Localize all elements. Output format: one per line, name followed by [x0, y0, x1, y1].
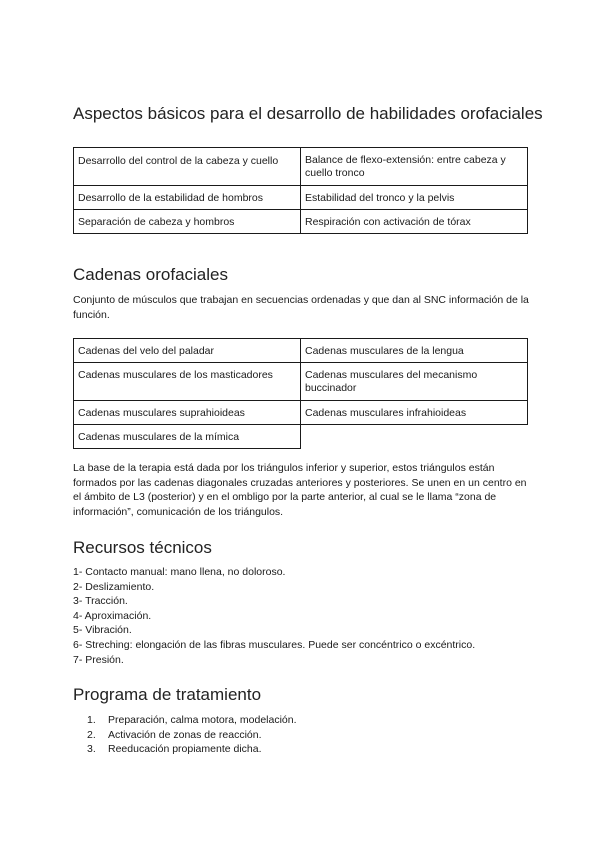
table-cell: Cadenas musculares del mecanismo buccinador: [301, 363, 528, 401]
list-item: 1- Contacto manual: mano llena, no doloroso.: [73, 566, 286, 578]
cadenas-intro: Conjunto de músculos que trabajan en secuencias ordenadas y que dan al SNC información de la función.: [73, 294, 529, 321]
table-cell: Balance de flexo-extensión: entre cabeza y cuello tronco: [301, 148, 528, 186]
table-cell: Cadenas del velo del paladar: [74, 339, 301, 363]
list-text: Activación de zonas de reacción.: [108, 728, 262, 741]
table-cell: Cadenas musculares de la mímica: [74, 425, 301, 449]
table-cell-empty: [301, 425, 528, 449]
habilidades-table: [73, 147, 528, 234]
section-title-cadenas: Cadenas orofaciales: [73, 265, 228, 284]
table-cell: Desarrollo de la estabilidad de hombros: [74, 186, 301, 210]
table-row: [74, 148, 528, 186]
list-number: 3.: [87, 743, 96, 756]
list-number: 2.: [87, 728, 96, 741]
table-cell: Respiración con activación de tórax: [301, 210, 528, 234]
table-row: [74, 339, 528, 363]
table-cell: Separación de cabeza y hombros: [74, 210, 301, 234]
table-cell: Desarrollo del control de la cabeza y cuello: [74, 148, 301, 186]
list-item: [87, 728, 297, 743]
section-title-aspectos: Aspectos básicos para el desarrollo de habilidades orofaciales: [73, 104, 543, 123]
table-cell: Cadenas musculares suprahioideas: [74, 401, 301, 425]
list-item: 5- Vibración.: [73, 624, 132, 637]
table-row: [74, 425, 528, 449]
table-row: [74, 363, 528, 401]
list-item: 7- Presión.: [73, 653, 124, 666]
list-item: [87, 713, 297, 728]
table-row: [74, 186, 528, 210]
list-item: 2- Deslizamiento.: [73, 580, 155, 593]
table-cell: Cadenas musculares de la lengua: [301, 339, 528, 363]
list-number: 1.: [87, 714, 96, 726]
cadenas-paragraph: La base de la terapia está dada por los triángulos inferior y superior, estos triángulos están formados por las cadenas diagonales cruzadas anteriores y posteriores. Se unen en un centro en el ámbito de L3 (posterior) y en el ombligo por la parte anterior, al cual se le llama “zona de información”, comunicación de los triángulos.: [73, 462, 527, 518]
table-row: [74, 401, 528, 425]
list-text: Reeducación propiamente dicha.: [108, 743, 262, 756]
list-item: 4- Aproximación.: [73, 609, 152, 622]
table-cell: Estabilidad del tronco y la pelvis: [301, 186, 528, 210]
section-title-programa: Programa de tratamiento: [73, 685, 262, 704]
table-cell: Cadenas musculares infrahioideas: [301, 401, 528, 425]
table-row: [74, 210, 528, 234]
list-item: 3- Tracción.: [73, 595, 128, 608]
programa-list: [87, 713, 297, 757]
table-cell: Cadenas musculares de los masticadores: [74, 363, 301, 401]
list-item: [87, 742, 297, 757]
recursos-list: [73, 565, 475, 667]
list-item: 6- Streching: elongación de las fibras musculares. Puede ser concéntrico o excéntrico.: [73, 638, 476, 651]
section-title-recursos: Recursos técnicos: [73, 538, 212, 557]
list-text: Preparación, calma motora, modelación.: [108, 714, 297, 726]
cadenas-table: [73, 338, 528, 449]
